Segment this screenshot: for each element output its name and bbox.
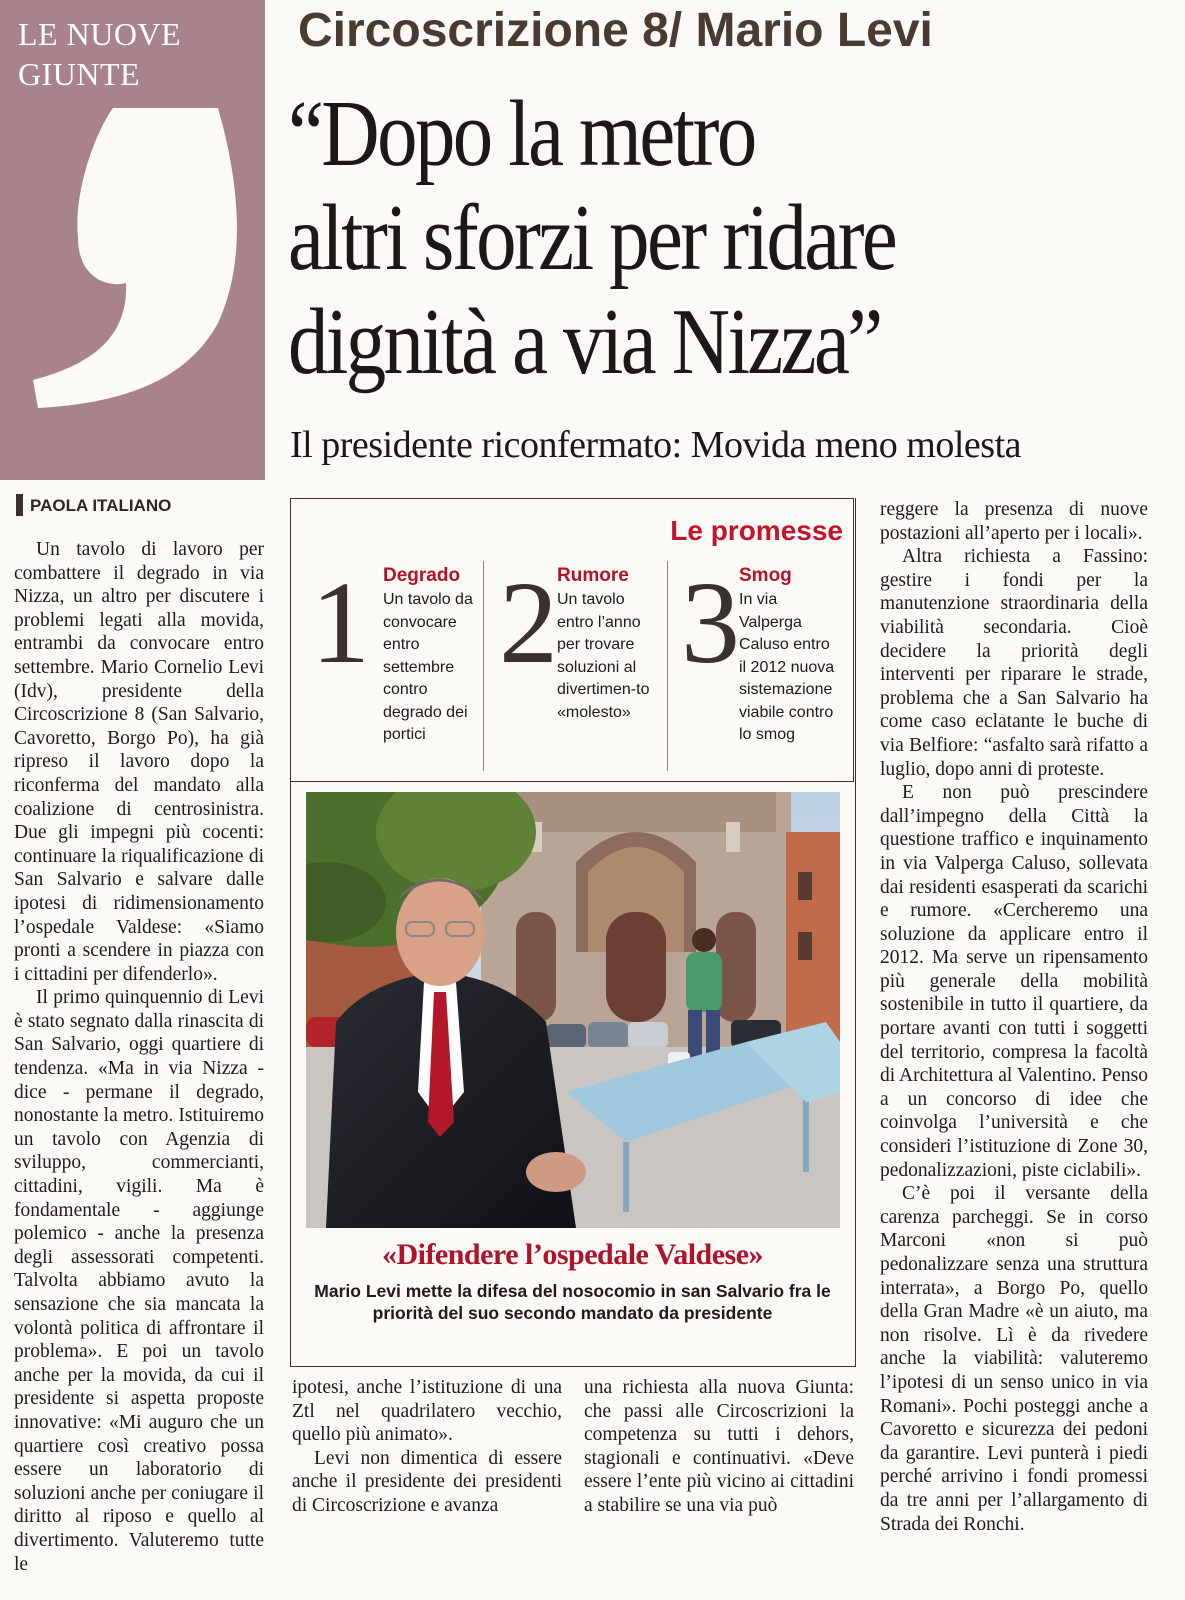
article-column-2: [292, 1376, 562, 1518]
promises-title: Le promesse: [670, 515, 843, 546]
promise-number: 1: [311, 557, 370, 688]
promise-item-2: [487, 557, 667, 771]
promise-number: 3: [681, 557, 740, 688]
promises-box: [290, 498, 854, 782]
section-label-line1: LE NUOVE: [18, 16, 182, 52]
promise-title: Degrado: [383, 565, 461, 586]
promise-number: 2: [499, 557, 558, 688]
promise-item-1: [299, 557, 479, 771]
headline-line1: “Dopo la metro: [288, 82, 755, 186]
paragraph: reggere la presenza di nuove postazioni all’aperto per i locali».: [880, 499, 1148, 544]
promise-title: Rumore: [557, 565, 629, 586]
photo-illustration: [306, 792, 840, 1228]
byline: PAOLA ITALIANO: [30, 496, 172, 515]
subtitle: Il presidente riconfermato: Movida meno molesta: [290, 424, 1021, 466]
paragraph: Un tavolo di lavoro per combattere il degrado in via Nizza, un altro per discutere i problemi legati alla movida, entrambi da convocare entro settembre. Mario Cornelio Levi (Idv), presidente della Circoscrizione 8 (San Salvario, Cavoretto, Borgo Po), ha già ripreso il lavoro dopo la riconferma del mandato alla coalizione di centrosinistra. Due gli impegni più cocenti: continuare la riqualificazione di San Salvario e salvare dalle ipotesi di ridimensionamento l’ospedale Valdese: «Siamo pronti a scendere in piazza con i cittadini per difenderlo».: [14, 539, 264, 985]
section-label-box: [0, 0, 265, 480]
headline: [288, 82, 1058, 394]
promise-divider: [483, 561, 484, 771]
paragraph: Levi non dimentica di essere anche il presidente dei presidenti di Circoscrizione e avanza: [292, 1447, 562, 1516]
promise-item-3: [669, 557, 849, 771]
article-column-3: [584, 1376, 854, 1518]
promise-text: Un tavolo entro l’anno per trovare soluzioni al divertimen-to «molesto»: [557, 591, 650, 721]
article-photo: [306, 792, 840, 1228]
paragraph: C’è poi il versante della carenza parcheggi. Se in corso Marconi «non si può pedonalizzare senza una struttura interrata», a Borgo Po, quello della Gran Madre «è un aiuto, ma non risolve. Lì è da rivedere anche la viabilità: valuteremo l’ipotesi di un senso unico in via Romani». Pochi posteggi anche a Cavoretto e sicurezza dei pedoni da garantire. Levi punterà i piedi perché arrivino i fondi promessi da tre anni per l’allargamento di Strada dei Ronchi.: [880, 1183, 1148, 1535]
byline-marker: [16, 494, 23, 516]
paragraph: ipotesi, anche l’istituzione di una Ztl nel quadrilatero vecchio, quello più animato».: [292, 1377, 562, 1446]
headline-line3: dignità a via Nizza”: [288, 290, 881, 394]
promise-text: In via Valperga Caluso entro il 2012 nuova sistemazione viabile contro lo smog: [739, 591, 835, 743]
headline-line2: altri sforzi per ridare: [288, 186, 896, 290]
photo-caption-text: Mario Levi mette la difesa del nosocomio in san Salvario fra le priorità del suo secondo mandato da presidente: [314, 1281, 831, 1323]
section-label: [18, 14, 181, 94]
section-label-line2: GIUNTE: [18, 56, 141, 92]
paragraph: Altra richiesta a Fassino: gestire i fondi per la manutenzione straordinaria della viabilità secondaria. Cioè decidere la priorità degli interventi per riparare le strade, problema che a San Salvario ha come caso eclatante le buche di via Belfiore: “asfalto sarà rifatto a luglio, dopo anni di proteste.: [880, 546, 1148, 780]
paragraph: E non può prescindere dall’impegno della Città la questione traffico e inquinamento in via Valperga Caluso, sollevata dai residenti esasperati da scarichi e rumore. «Cercheremo una soluzione da applicare entro il 2012. Ma serve un ripensamento più generale della mobilità sostenibile in tutto il quartiere, da portare avanti con tutti i soggetti del territorio, compresa la facoltà di Architettura al Valentino. Penso a un concorso di idee che coinvolga l’università e che consideri l’istituzione di Zone 30, pedonalizzazioni, piste ciclabili».: [880, 782, 1148, 1181]
article-column-4: [880, 498, 1148, 1536]
promise-title: Smog: [739, 565, 792, 586]
kicker: Circoscrizione 8/ Mario Levi: [298, 4, 933, 57]
paragraph: una richiesta alla nuova Giunta: che passi alle Circoscrizioni la competenza su tutti i dehors, stagionali e continuativi. «Deve essere l’ente più vicino ai cittadini a stabilire se una via può: [584, 1377, 854, 1516]
photo-caption-title: «Difendere l’ospedale Valdese»: [381, 1238, 764, 1271]
article-column-1: [14, 538, 264, 1576]
quote-mark-icon: [18, 108, 248, 408]
paragraph: Il primo quinquennio di Levi è stato segnato dalla rinascita di San Salvario, oggi quartiere di tendenza. «Ma in via Nizza - dice - permane il degrado, nonostante la metro. Istituiremo un tavolo con Agenzia di sviluppo, commercianti, cittadini, vigili. Ma è fondamentale - aggiunge polemico - anche la presenza degli assessorati competenti. Talvolta abbiamo avuto la sensazione che sia mancata la volontà politica di affrontare il problema». E poi un tavolo anche per la movida, da cui il presidente si aspetta proposte innovative: «Mi auguro che un quartiere così creativo possa essere un laboratorio di soluzioni anche per coniugare il diritto al riposo e quello al divertimento. Valuteremo tutte le: [14, 987, 264, 1575]
promise-text: Un tavolo da convocare entro settembre contro degrado dei portici: [383, 591, 473, 743]
promise-divider: [667, 561, 668, 771]
